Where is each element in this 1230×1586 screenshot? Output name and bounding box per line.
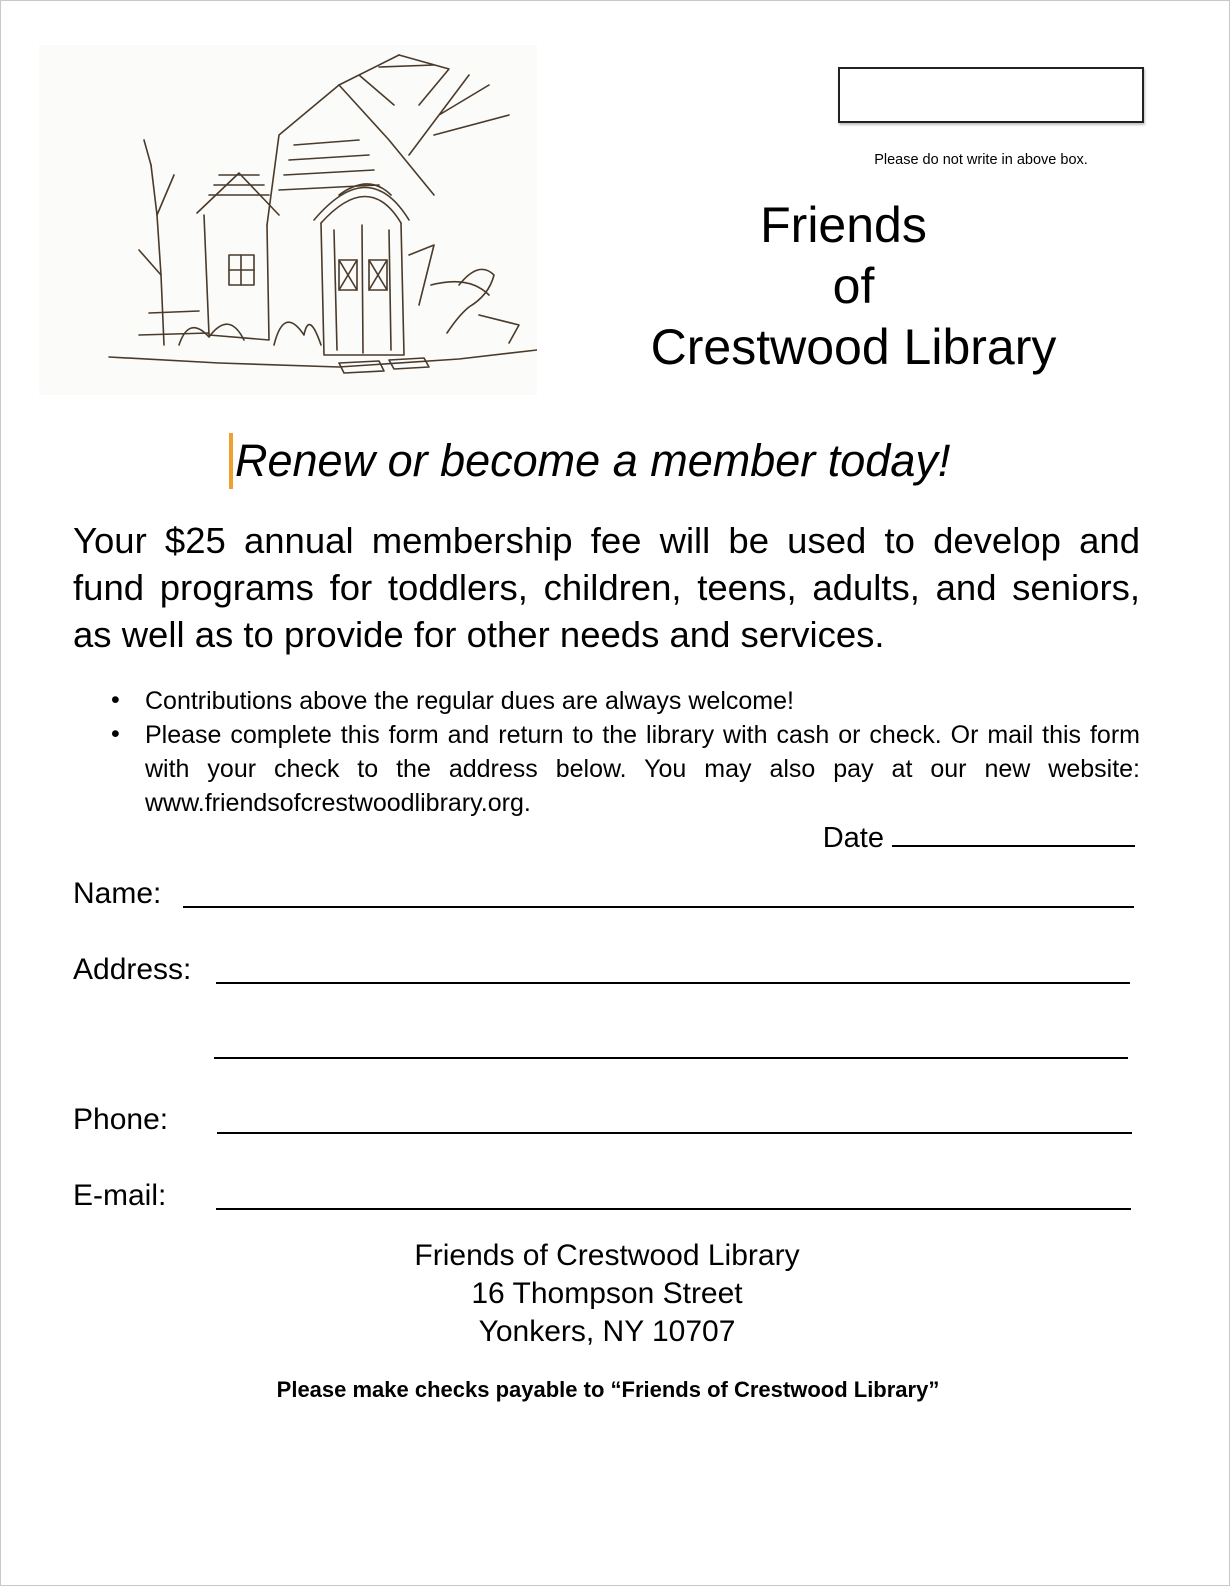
- bullet-list: [111, 684, 1140, 820]
- mailing-address: [307, 1237, 907, 1351]
- mailing-address-line-3: Yonkers, NY 10707: [478, 1315, 736, 1348]
- office-use-note: Please do not write in above box.: [874, 152, 1088, 168]
- office-use-box: [838, 67, 1144, 123]
- phone-field[interactable]: [217, 1132, 1132, 1134]
- name-field[interactable]: [183, 906, 1134, 908]
- bullet-text: Please complete this form and return to the library with cash or check. Or mail this form with your check to the address below. You may also pay at our new website: www.friendsofcrestwoodlibrary.org.: [145, 721, 1140, 817]
- organization-title: [611, 195, 1096, 378]
- phone-label: Phone:: [73, 1103, 169, 1136]
- date-row: [701, 819, 1135, 855]
- tagline: Renew or become a member today!: [229, 433, 950, 489]
- date-label: Date: [822, 822, 884, 854]
- mailing-address-line-1: Friends of Crestwood Library: [414, 1239, 800, 1272]
- bullet-text: Contributions above the regular dues are always welcome!: [145, 687, 794, 715]
- intro-paragraph: Your $25 annual membership fee will be used to develop and fund programs for toddlers, children, teens, adults, and seniors, as well as to provide for other needs and services.: [73, 520, 1140, 655]
- name-label: Name:: [73, 877, 162, 910]
- date-field[interactable]: [892, 819, 1135, 847]
- org-title-line-1: Friends: [760, 197, 927, 253]
- bullet-item: [111, 684, 1140, 718]
- email-label: E-mail:: [73, 1179, 167, 1212]
- checks-payable-note: Please make checks payable to “Friends of Crestwood Library”: [276, 1377, 940, 1402]
- bullet-item: [111, 718, 1140, 820]
- email-field[interactable]: [216, 1208, 1131, 1210]
- address-label: Address:: [73, 953, 192, 986]
- address-field-line-2[interactable]: [214, 1057, 1128, 1059]
- bullet-icon: •: [111, 720, 120, 748]
- address-field-line-1[interactable]: [216, 982, 1130, 984]
- mailing-address-line-2: 16 Thompson Street: [471, 1277, 743, 1310]
- org-title-line-2: of: [832, 258, 875, 314]
- library-sketch-illustration: [39, 45, 537, 395]
- org-title-line-3: Crestwood Library: [650, 319, 1057, 375]
- bullet-icon: •: [111, 686, 120, 714]
